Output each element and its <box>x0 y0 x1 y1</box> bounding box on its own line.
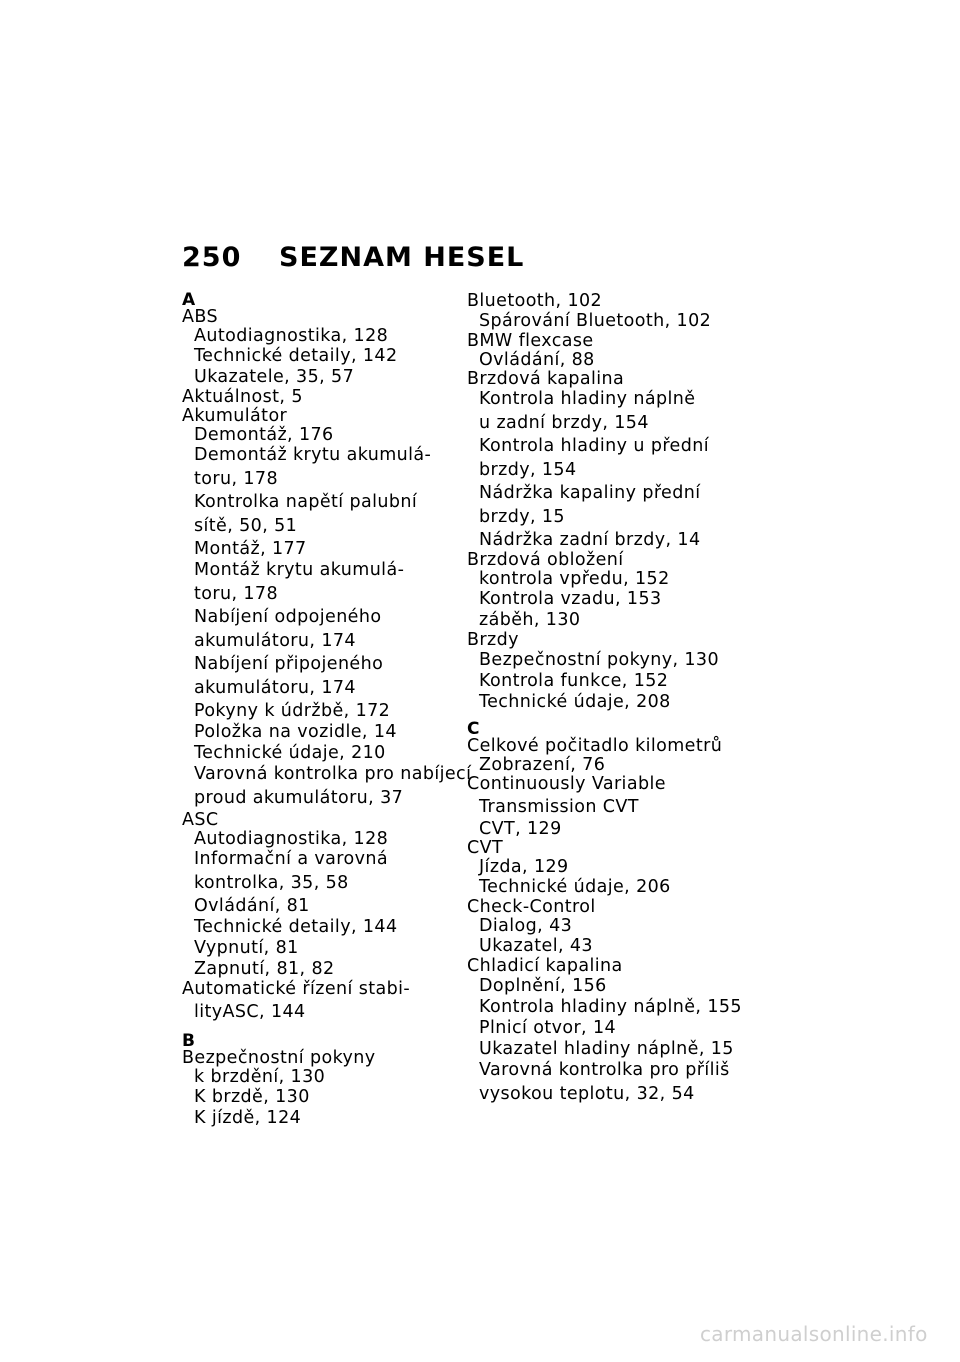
index-subentry: kontrolka, 35, 58 <box>194 873 349 893</box>
index-subentry: Bezpečnostní pokyny, 130 <box>479 650 720 670</box>
index-subentry: Transmission CVT <box>479 797 639 817</box>
index-subentry: lityASC, 144 <box>194 1002 306 1022</box>
index-subentry: Technické detaily, 144 <box>194 917 398 937</box>
index-subentry: akumulátoru, 174 <box>194 678 356 698</box>
index-subentry: Plnicí otvor, 14 <box>479 1018 617 1038</box>
index-subentry: Demontáž, 176 <box>194 425 334 445</box>
index-term: Bezpečnostní pokyny <box>182 1048 376 1068</box>
index-term: BMW flexcase <box>467 331 594 351</box>
index-subentry: Kontrola hladiny u přední <box>479 436 709 456</box>
index-term: Aktuálnost, 5 <box>182 387 303 407</box>
index-term: Akumulátor <box>182 406 288 426</box>
index-subentry: Demontáž krytu akumulá- <box>194 445 432 465</box>
index-term: Celkové počitadlo kilometrů <box>467 736 723 756</box>
index-subentry: sítě, 50, 51 <box>194 516 298 536</box>
index-term: Brzdy <box>467 630 519 650</box>
index-subentry: Informační a varovná <box>194 849 388 869</box>
index-subentry: Zapnutí, 81, 82 <box>194 959 335 979</box>
index-term: Brzdová kapalina <box>467 369 625 389</box>
index-subentry: Kontrolka napětí palubní <box>194 492 418 512</box>
page-title: SEZNAM HESEL <box>279 242 525 273</box>
index-subentry: Montáž krytu akumulá- <box>194 560 405 580</box>
index-subentry: Nabíjení připojeného <box>194 654 384 674</box>
index-subentry: Kontrola hladiny náplně, 155 <box>479 997 742 1017</box>
index-subentry: Nabíjení odpojeného <box>194 607 382 627</box>
index-subentry: Autodiagnostika, 128 <box>194 326 389 346</box>
page-number: 250 <box>182 242 242 273</box>
index-subentry: Doplnění, 156 <box>479 976 607 996</box>
index-subentry: toru, 178 <box>194 469 278 489</box>
index-subentry: k brzdění, 130 <box>194 1067 326 1087</box>
section-letter: A <box>182 290 196 310</box>
index-subentry: Kontrola vzadu, 153 <box>479 589 662 609</box>
index-term: Automatické řízení stabi- <box>182 979 411 999</box>
index-subentry: Technické detaily, 142 <box>194 346 398 366</box>
index-term: ASC <box>182 810 219 830</box>
index-term: Continuously Variable <box>467 774 666 794</box>
index-term: ABS <box>182 307 218 327</box>
index-subentry: toru, 178 <box>194 584 278 604</box>
index-subentry: Ukazatel hladiny náplně, 15 <box>479 1039 734 1059</box>
index-subentry: záběh, 130 <box>479 610 581 630</box>
index-subentry: Varovná kontrolka pro nabíjecí <box>194 764 472 784</box>
index-subentry: Vypnutí, 81 <box>194 938 299 958</box>
index-subentry: Spárování Bluetooth, 102 <box>479 311 712 331</box>
index-subentry: Dialog, 43 <box>479 916 573 936</box>
index-subentry: brzdy, 154 <box>479 460 577 480</box>
index-subentry: Autodiagnostika, 128 <box>194 829 389 849</box>
index-subentry: Zobrazení, 76 <box>479 755 606 775</box>
section-letter: C <box>467 719 480 739</box>
watermark: carmanualsonline.info <box>700 1322 928 1346</box>
index-subentry: Kontrola funkce, 152 <box>479 671 669 691</box>
index-subentry: Kontrola hladiny náplně <box>479 389 696 409</box>
index-subentry: Položka na vozidle, 14 <box>194 722 397 742</box>
index-subentry: CVT, 129 <box>479 819 562 839</box>
index-subentry: kontrola vpředu, 152 <box>479 569 670 589</box>
index-subentry: akumulátoru, 174 <box>194 631 356 651</box>
index-subentry: proud akumulátoru, 37 <box>194 788 404 808</box>
page-header <box>182 242 524 273</box>
index-subentry: Jízda, 129 <box>479 857 569 877</box>
index-subentry: K jízdě, 124 <box>194 1108 302 1128</box>
index-subentry: Nádržka zadní brzdy, 14 <box>479 530 701 550</box>
index-subentry: Montáž, 177 <box>194 539 307 559</box>
index-subentry: Ukazatel, 43 <box>479 936 593 956</box>
index-subentry: brzdy, 15 <box>479 507 565 527</box>
index-column-right <box>467 292 747 1107</box>
index-term: Chladicí kapalina <box>467 956 623 976</box>
index-subentry: Ovládání, 81 <box>194 896 310 916</box>
index-subentry: u zadní brzdy, 154 <box>479 413 649 433</box>
index-term: Bluetooth, 102 <box>467 291 603 311</box>
index-subentry: Nádržka kapaliny přední <box>479 483 701 503</box>
index-term: CVT <box>467 838 504 858</box>
index-subentry: Ukazatele, 35, 57 <box>194 367 355 387</box>
index-subentry: Technické údaje, 206 <box>479 877 671 897</box>
index-subentry: Varovná kontrolka pro příliš <box>479 1060 730 1080</box>
section-letter: B <box>182 1031 196 1051</box>
index-subentry: Pokyny k údržbě, 172 <box>194 701 391 721</box>
index-subentry: vysokou teplotu, 32, 54 <box>479 1084 695 1104</box>
index-subentry: Technické údaje, 210 <box>194 743 386 763</box>
index-term: Check-Control <box>467 897 596 917</box>
index-subentry: Technické údaje, 208 <box>479 692 671 712</box>
index-term: Brzdová obložení <box>467 550 624 570</box>
index-column-left <box>182 290 472 1129</box>
index-subentry: Ovládání, 88 <box>479 350 595 370</box>
index-subentry: K brzdě, 130 <box>194 1087 310 1107</box>
